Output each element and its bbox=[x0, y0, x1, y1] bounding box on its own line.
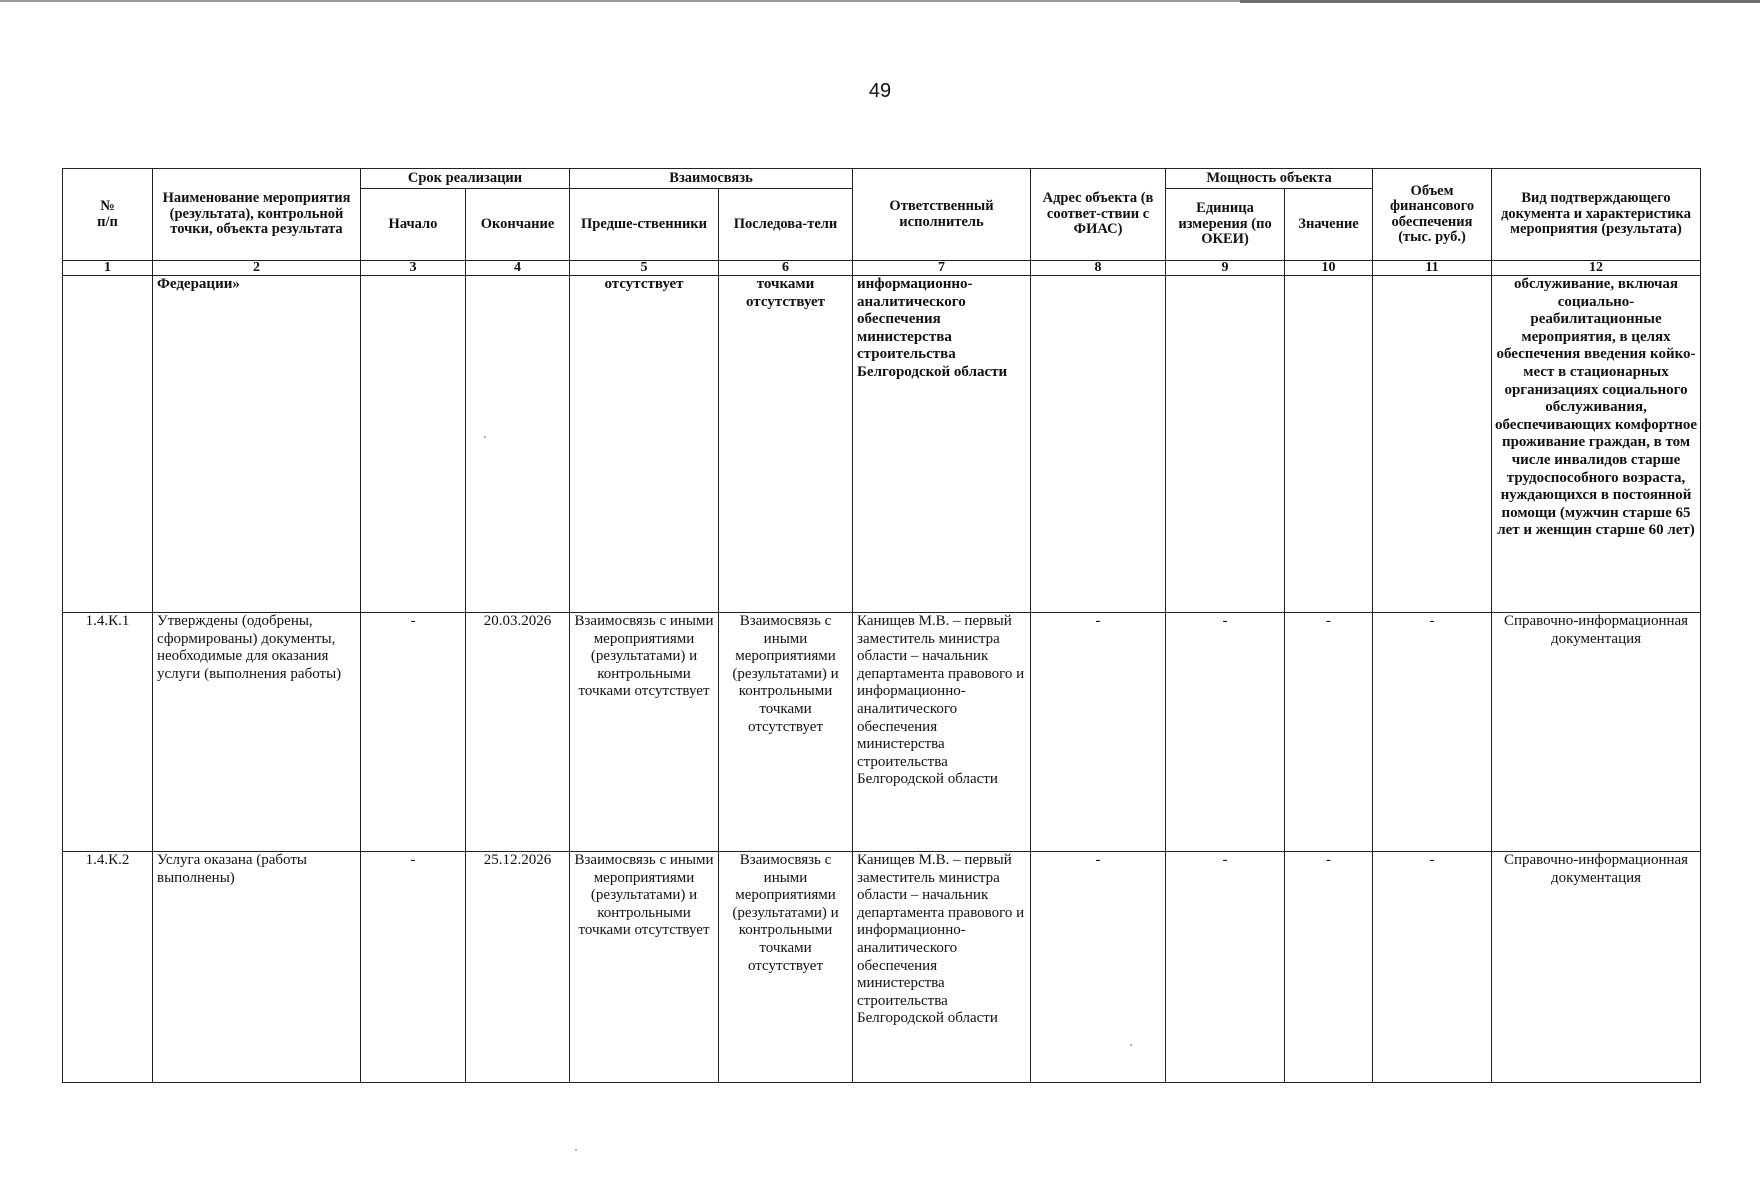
cell-executor: Канищев М.В. – первый заместитель министра области – начальник департамента правового и информационно-аналитического обеспечения министерства строительства Белгородской области bbox=[853, 852, 1031, 1083]
header-predecessors: Предше-ственники bbox=[570, 189, 719, 261]
col-number: 1 bbox=[63, 261, 153, 276]
cell-num: 1.4.К.1 bbox=[63, 613, 153, 852]
header-executor: Ответственный исполнитель bbox=[853, 169, 1031, 261]
cell-end bbox=[466, 276, 570, 613]
activity-plan-table bbox=[62, 168, 1701, 1083]
cell-unit: - bbox=[1166, 613, 1285, 852]
header-doc-type: Вид подтверждающего документа и характеристика мероприятия (результата) bbox=[1492, 169, 1701, 261]
table-row bbox=[63, 613, 1701, 852]
cell-funding: - bbox=[1373, 852, 1492, 1083]
cell-name: Федерации» bbox=[153, 276, 361, 613]
cell-address: - bbox=[1031, 852, 1166, 1083]
header-end: Окончание bbox=[466, 189, 570, 261]
cell-num: 1.4.К.2 bbox=[63, 852, 153, 1083]
col-number: 2 bbox=[153, 261, 361, 276]
cell-address: - bbox=[1031, 613, 1166, 852]
col-number: 3 bbox=[361, 261, 466, 276]
cell-name: Утверждены (одобрены, сформированы) документы, необходимые для оказания услуги (выполнения работы) bbox=[153, 613, 361, 852]
cell-start: - bbox=[361, 852, 466, 1083]
header-term-group: Срок реализации bbox=[361, 169, 570, 189]
cell-doc-type: обслуживание, включая социально-реабилитационные мероприятия, в целях обеспечения введения койко-мест в стационарных организациях социального обслуживания, обеспечивающих комфортное проживание граждан, в том числе инвалидов старше трудоспособного возраста, нуждающихся в постоянной помощи (мужчин старше 65 лет и женщин старше 60 лет) bbox=[1492, 276, 1701, 613]
cell-end: 25.12.2026 bbox=[466, 852, 570, 1083]
cell-start bbox=[361, 276, 466, 613]
cell-successors: Взаимосвязь с иными мероприятиями (результатами) и контрольными точками отсутствует bbox=[719, 852, 853, 1083]
cell-value bbox=[1285, 276, 1373, 613]
col-number: 6 bbox=[719, 261, 853, 276]
header-link-group: Взаимосвязь bbox=[570, 169, 853, 189]
header-funding: Объем финансового обеспечения (тыс. руб.) bbox=[1373, 169, 1492, 261]
header-successors: Последова-тели bbox=[719, 189, 853, 261]
cell-start: - bbox=[361, 613, 466, 852]
header-value: Значение bbox=[1285, 189, 1373, 261]
cell-executor: Канищев М.В. – первый заместитель министра области – начальник департамента правового и информационно-аналитического обеспечения министерства строительства Белгородской области bbox=[853, 613, 1031, 852]
col-number: 10 bbox=[1285, 261, 1373, 276]
table-row-continuation bbox=[63, 276, 1701, 613]
header-unit: Единица измерения (по ОКЕИ) bbox=[1166, 189, 1285, 261]
cell-unit: - bbox=[1166, 852, 1285, 1083]
cell-executor: информационно-аналитического обеспечения министерства строительства Белгородской области bbox=[853, 276, 1031, 613]
cell-value: - bbox=[1285, 852, 1373, 1083]
col-number: 11 bbox=[1373, 261, 1492, 276]
cell-doc-type: Справочно-информационная документация bbox=[1492, 852, 1701, 1083]
cell-value: - bbox=[1285, 613, 1373, 852]
col-number: 12 bbox=[1492, 261, 1701, 276]
col-number: 4 bbox=[466, 261, 570, 276]
col-number: 9 bbox=[1166, 261, 1285, 276]
cell-name: Услуга оказана (работы выполнены) bbox=[153, 852, 361, 1083]
cell-doc-type: Справочно-информационная документация bbox=[1492, 613, 1701, 852]
header-start: Начало bbox=[361, 189, 466, 261]
cell-end: 20.03.2026 bbox=[466, 613, 570, 852]
cell-funding bbox=[1373, 276, 1492, 613]
cell-successors: Взаимосвязь с иными мероприятиями (результатами) и контрольными точками отсутствует bbox=[719, 613, 853, 852]
scan-speck bbox=[575, 1149, 577, 1151]
cell-funding: - bbox=[1373, 613, 1492, 852]
col-number: 8 bbox=[1031, 261, 1166, 276]
scan-top-edge-shadow bbox=[1240, 0, 1760, 3]
table-row bbox=[63, 852, 1701, 1083]
cell-num bbox=[63, 276, 153, 613]
header-num: № п/п bbox=[63, 169, 153, 261]
col-number: 7 bbox=[853, 261, 1031, 276]
page-number: 49 bbox=[868, 80, 892, 102]
cell-successors: точками отсутствует bbox=[719, 276, 853, 613]
cell-predecessors: Взаимосвязь с иными мероприятиями (результатами) и контрольными точками отсутствует bbox=[570, 852, 719, 1083]
header-capacity-group: Мощность объекта bbox=[1166, 169, 1373, 189]
header-name: Наименование мероприятия (результата), контрольной точки, объекта результата bbox=[153, 169, 361, 261]
col-number: 5 bbox=[570, 261, 719, 276]
cell-predecessors: отсутствует bbox=[570, 276, 719, 613]
cell-predecessors: Взаимосвязь с иными мероприятиями (результатами) и контрольными точками отсутствует bbox=[570, 613, 719, 852]
column-numbers-row bbox=[63, 261, 1701, 276]
header-address: Адрес объекта (в соответ-ствии с ФИАС) bbox=[1031, 169, 1166, 261]
scan-speck bbox=[484, 436, 486, 438]
header-row-top bbox=[63, 169, 1701, 189]
scan-speck bbox=[1130, 1044, 1132, 1046]
cell-unit bbox=[1166, 276, 1285, 613]
cell-address bbox=[1031, 276, 1166, 613]
